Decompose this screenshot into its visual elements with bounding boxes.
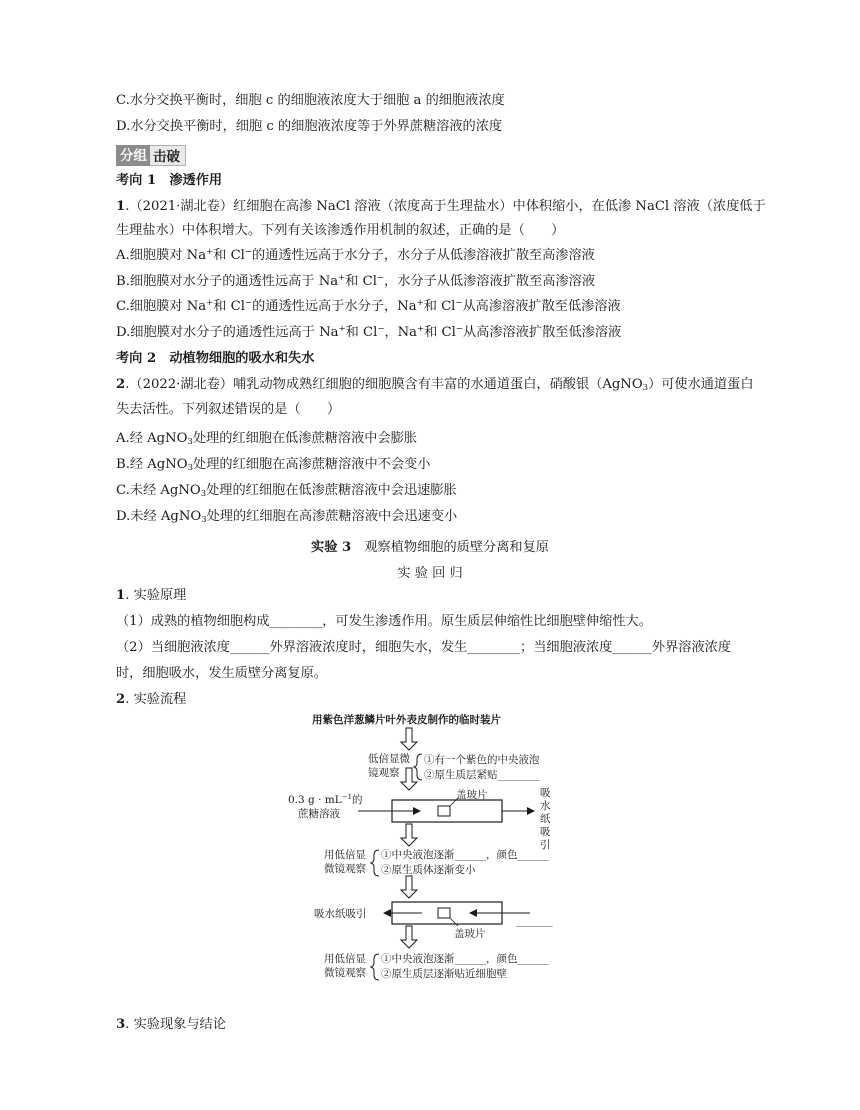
principle-p2-line2: 时，细胞吸水，发生质壁分离复原。 [116, 666, 327, 681]
obs3-item2: ②原生质层逐渐贴近细胞壁 [381, 968, 507, 980]
experiment-review-heading: 实 验 回 归 [397, 566, 463, 581]
down-arrow-1 [401, 728, 417, 750]
option-c-prev: C.水分交换平衡时，细胞 c 的细胞液浓度大于细胞 a 的细胞液浓度 [116, 93, 505, 108]
obs3-brace [371, 954, 379, 980]
obs2-brace [371, 850, 379, 876]
sucrose-conc-label: 0.3 $g \cdot mL^{-1}$的 [288, 793, 363, 806]
down-arrow-3 [401, 824, 417, 846]
coverslip-1 [438, 806, 450, 816]
q1-option-b: B.细胞膜对水分子的通透性远高于 Na+和 Cl−，水分子从低渗溶液扩散至高渗溶液 [116, 273, 596, 289]
section-2-heading: 2. 实验流程 [116, 692, 187, 707]
down-arrow-5 [401, 926, 417, 948]
topic-1: 考向 1 渗透作用 [116, 173, 223, 188]
svg-text:引: 引 [540, 839, 551, 851]
down-arrow-4 [401, 876, 417, 898]
principle-p1: （1）成熟的植物细胞构成________，可发生渗透作用。原生质层伸缩性比细胞壁伸缩性大。 [116, 614, 652, 629]
q1-option-c: C.细胞膜对 Na+和 Cl−的通透性远高于水分子，Na+和 Cl−从高渗溶液扩散至低渗溶液 [116, 298, 621, 314]
q1-number: 1 [116, 199, 126, 214]
down-arrow-2 [401, 768, 417, 790]
coverslip-2-leader [450, 918, 458, 926]
q1-stem-line2: 生理盐水）中体积增大。下列有关该渗透作用机制的叙述，正确的是（ ） [116, 223, 565, 238]
obs1-label-a: 低倍显微 [368, 753, 410, 765]
svg-text:纸: 纸 [540, 813, 551, 825]
absorbent-paper-vertical-label [540, 787, 551, 851]
svg-text:水: 水 [540, 800, 551, 812]
q2-option-d: D.未经 AgNO$_3$处理的红细胞在高渗蔗糖溶液中会迅速变小 [116, 509, 458, 525]
absorbent-paper-label-2: 吸水纸吸引 [314, 908, 367, 920]
section-3-heading: 3. 实验现象与结论 [116, 1017, 226, 1032]
badge-part1: 分组 [116, 145, 150, 166]
q1-option-d: D.细胞膜对水分子的通透性远高于 Na+和 Cl−，Na+和 Cl−从高渗溶液扩散至低渗溶液 [116, 324, 622, 340]
right-blank: _______ [516, 915, 553, 927]
coverslip-2-label: 盖玻片 [454, 928, 486, 940]
experiment-title: 实验 3 观察植物细胞的质壁分离和复原 [311, 540, 549, 555]
coverslip-2 [438, 908, 450, 918]
obs2-item2: ②原生质体逐渐变小 [381, 864, 476, 876]
experiment-flow-diagram [280, 712, 600, 992]
obs3-label-a: 用低倍显 [324, 953, 366, 965]
q2-stem-line2: 失去活性。下列叙述错误的是（ ） [116, 402, 341, 417]
svg-text:吸: 吸 [540, 826, 551, 838]
obs3-item1: ①中央液泡逐渐______，颜色______ [381, 953, 549, 965]
q2-option-c: C.未经 AgNO$_3$处理的红细胞在低渗蔗糖溶液中会迅速膨胀 [116, 483, 457, 499]
obs2-item1: ①中央液泡逐渐______，颜色______ [381, 849, 549, 861]
obs1-item1: ①有一个紫色的中央液泡 [424, 754, 540, 766]
obs1-item2: ②原生质层紧贴________ [424, 769, 540, 781]
option-d-prev: D.水分交换平衡时，细胞 c 的细胞液浓度等于外界蔗糖溶液的浓度 [116, 119, 503, 134]
q2-option-a: A.经 AgNO$_3$处理的红细胞在低渗蔗糖溶液中会膨胀 [116, 431, 418, 447]
q2-number: 2 [116, 377, 126, 392]
section-badge [116, 145, 186, 166]
obs1-label-b: 镜观察 [368, 767, 400, 779]
svg-text:吸: 吸 [540, 787, 551, 799]
sucrose-solution-label: 蔗糖溶液 [298, 808, 340, 820]
q1-option-a: A.细胞膜对 Na+和 Cl−的通透性远高于水分子，水分子从低渗溶液扩散至高渗溶液 [116, 247, 595, 263]
coverslip-1-label: 盖玻片 [456, 789, 488, 801]
obs1-brace [414, 754, 422, 780]
badge-part2: 击破 [150, 145, 186, 166]
obs3-label-b: 微镜观察 [324, 967, 366, 979]
q2-option-b: B.经 AgNO$_3$处理的红细胞在高渗蔗糖溶液中不会变小 [116, 457, 431, 473]
section-1-heading: 1. 实验原理 [116, 588, 187, 603]
topic-2: 考向 2 动植物细胞的吸水和失水 [116, 351, 315, 366]
obs2-label-a: 用低倍显 [324, 849, 366, 861]
flow-top-label: 用紫色洋葱鳞片叶外表皮制作的临时装片 [312, 714, 501, 726]
q2-stem-line1: 2.（2022·湖北卷）哺乳动物成熟红细胞的细胞膜含有丰富的水通道蛋白，硝酸银（AgNO$_3$）可使水通道蛋白 [116, 377, 754, 393]
obs2-label-b: 微镜观察 [324, 863, 366, 875]
q1-stem-line1: 1.（2021·湖北卷）红细胞在高渗 NaCl 溶液（浓度高于生理盐水）中体积缩小，在低渗 NaCl 溶液（浓度低于 [116, 199, 766, 214]
principle-p2-line1: （2）当细胞液浓度______外界溶液浓度时，细胞失水，发生________；当细胞液浓度______外界溶液浓度 [116, 640, 732, 655]
